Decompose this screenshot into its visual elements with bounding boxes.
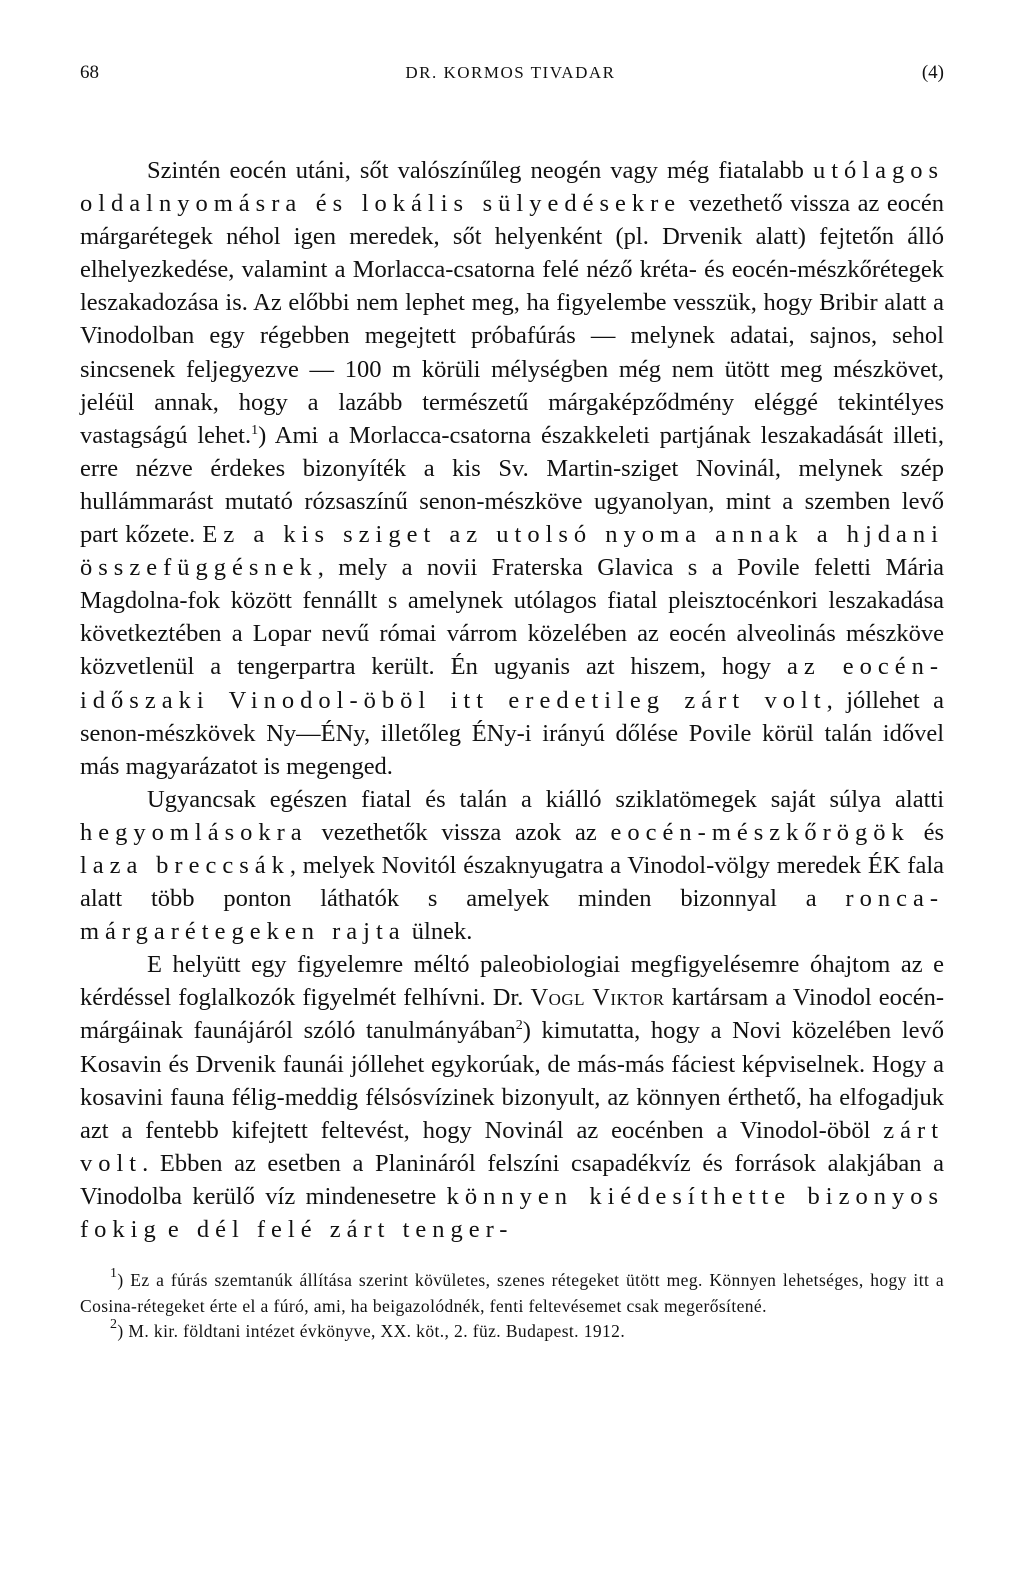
spaced-emphasis: ronca-márgarétegeken rajta: [80, 885, 944, 946]
text-run: , jóllehet a senon-mészkövek Ny—ÉNy, illetőleg ÉNy-i irányú dőlése Povile körül talán idővel más magyarázatot is megenged.: [80, 686, 944, 780]
footnotes: [80, 1268, 944, 1345]
footnote-text: ) Ez a fúrás szemtanúk állítása szerint kövületes, szenes rétegeket ütött meg. Könnyen lehetséges, hogy itt a Cosina-rétegeket érte el a fúró, ami, ha beigazolódnék, fenti feltevésemet csak megerősítené.: [80, 1270, 944, 1316]
footnote-text: ) M. kir. földtani intézet évkönyve, XX. köt., 2. füz. Budapest. 1912.: [117, 1321, 626, 1342]
spaced-emphasis: laza breccsák: [80, 851, 290, 879]
paragraph-3: [80, 948, 944, 1246]
running-title: DR. KORMOS TIVADAR: [405, 63, 616, 82]
spaced-emphasis: utólagos oldalnyomásra és lokális sülyedésekre: [80, 157, 944, 218]
paragraph-1: [80, 154, 944, 783]
footnote-ref-2: 2: [515, 1018, 523, 1034]
spaced-emphasis: Ez a kis sziget az utolsó nyoma annak a hjdani összefüggésnek: [80, 521, 944, 582]
spaced-emphasis: zárt volt: [80, 1116, 944, 1177]
text-run: kartársam a Vinodol eocén-márgáinak faunájáról szóló tanulmányában: [80, 984, 944, 1045]
text-run: . Ebben az esetben a Planináról felszíni csapadékvíz és források alakjában a Vinodolba kerülő víz mindenesetre: [80, 1149, 944, 1210]
body-text: [80, 154, 944, 1246]
text-run: vezethető vissza az eocén márgarétegek néhol igen meredek, sőt helyenként (pl. Drvenik alatt) fejtetőn álló elhelyezkedése, valamint a Morlacca-csatorna felé néző kréta- és eocén-mészkőrétegek leszakadozása is. Az előbbi nem lephet meg, ha figyelembe vesszük, hogy Bribir alatt a Vinodolban egy régebben megejtett próbafúrás — melynek adatai, sajnos, sehol sincsenek feljegyezve — 100 m körüli mélységben még nem ütött meg mészkövet, jeléül annak, hogy a lazább természetű márgaképződmény eléggé tekintélyes vastagságú lehet.: [80, 190, 944, 449]
running-header: [80, 62, 944, 102]
footnote-1: [80, 1268, 944, 1319]
spaced-emphasis: eocén-mészkőrögök: [610, 818, 910, 846]
footnote-marker: 1: [110, 1266, 118, 1282]
footnote-2: [80, 1319, 944, 1345]
text-run: E helyütt egy figyelemre méltó paleobiologiai megfigyelésemre óhajtom az e kérdéssel foglalkozók figyelmét felhívni. Dr.: [80, 951, 944, 1012]
text-run: vezethetők vissza azok az: [307, 818, 611, 846]
text-run: ) kimutatta, hogy a Novi közelében levő Kosavin és Drvenik faunái jóllehet egykorúak, de más-más fáciest képviselnek. Hogy a kosavini fauna félig-meddig félsósvízinek bizonyult, az könnyen érthető, ha elfogadjuk azt a fentebb kifejtett feltevést, hogy Novinál az eocénben a Vinodol-öböl: [80, 1017, 944, 1144]
text-run: ülnek.: [405, 918, 473, 946]
part-number: (4): [921, 62, 944, 83]
author-name: Vogl Viktor: [530, 984, 665, 1012]
spaced-emphasis: könnyen kiédesíthette bizonyos fokig: [80, 1182, 944, 1243]
page-number: 68: [80, 62, 99, 83]
footnote-marker: 2: [110, 1317, 118, 1333]
text-run: Ugyancsak egészen fiatal és talán a kiálló sziklatömegek saját súlya alatti: [147, 785, 944, 813]
paragraph-2: [80, 783, 944, 948]
text-run: , mely a novii Fraterska Glavica s a Povile feletti Mária Magdolna-fok között fennállt s amelynek utólagos fiatal pleisztocénkori leszakadása következtében a Lopar nevű római várrom közelében az eocén alveolinás mészköve közvetlenül a tengerpartra került. Én ugyanis azt hiszem, hogy: [80, 554, 944, 681]
spaced-emphasis: hegyomlásokra: [80, 818, 308, 846]
text-run: ) Ami a Morlacca-csatorna északkeleti partjának leszakadását illeti, erre nézve érdekes bizonyíték a kis Sv. Martin-sziget Novinál, melynek szép hullámmarást mutató rózsaszínű senon-mészköve ugyanolyan, mint a szemben levő part kőzete.: [80, 421, 944, 549]
spaced-emphasis: az eocén-időszaki Vinodol-öböl itt eredetileg zárt volt: [80, 653, 944, 714]
footnote-ref-1: 1: [251, 422, 259, 438]
page: [80, 62, 944, 1345]
text-run: , melyek Novitól északnyugatra a Vinodol-völgy meredek ÉK fala alatt több ponton láthatók s amelyek minden bizonnyal a: [80, 851, 944, 913]
text-run: Szintén eocén utáni, sőt valószínűleg neogén vagy még fiatalabb: [147, 157, 813, 184]
spaced-emphasis: e dél felé zárt tenger-: [167, 1216, 514, 1243]
text-run: és: [909, 818, 944, 846]
